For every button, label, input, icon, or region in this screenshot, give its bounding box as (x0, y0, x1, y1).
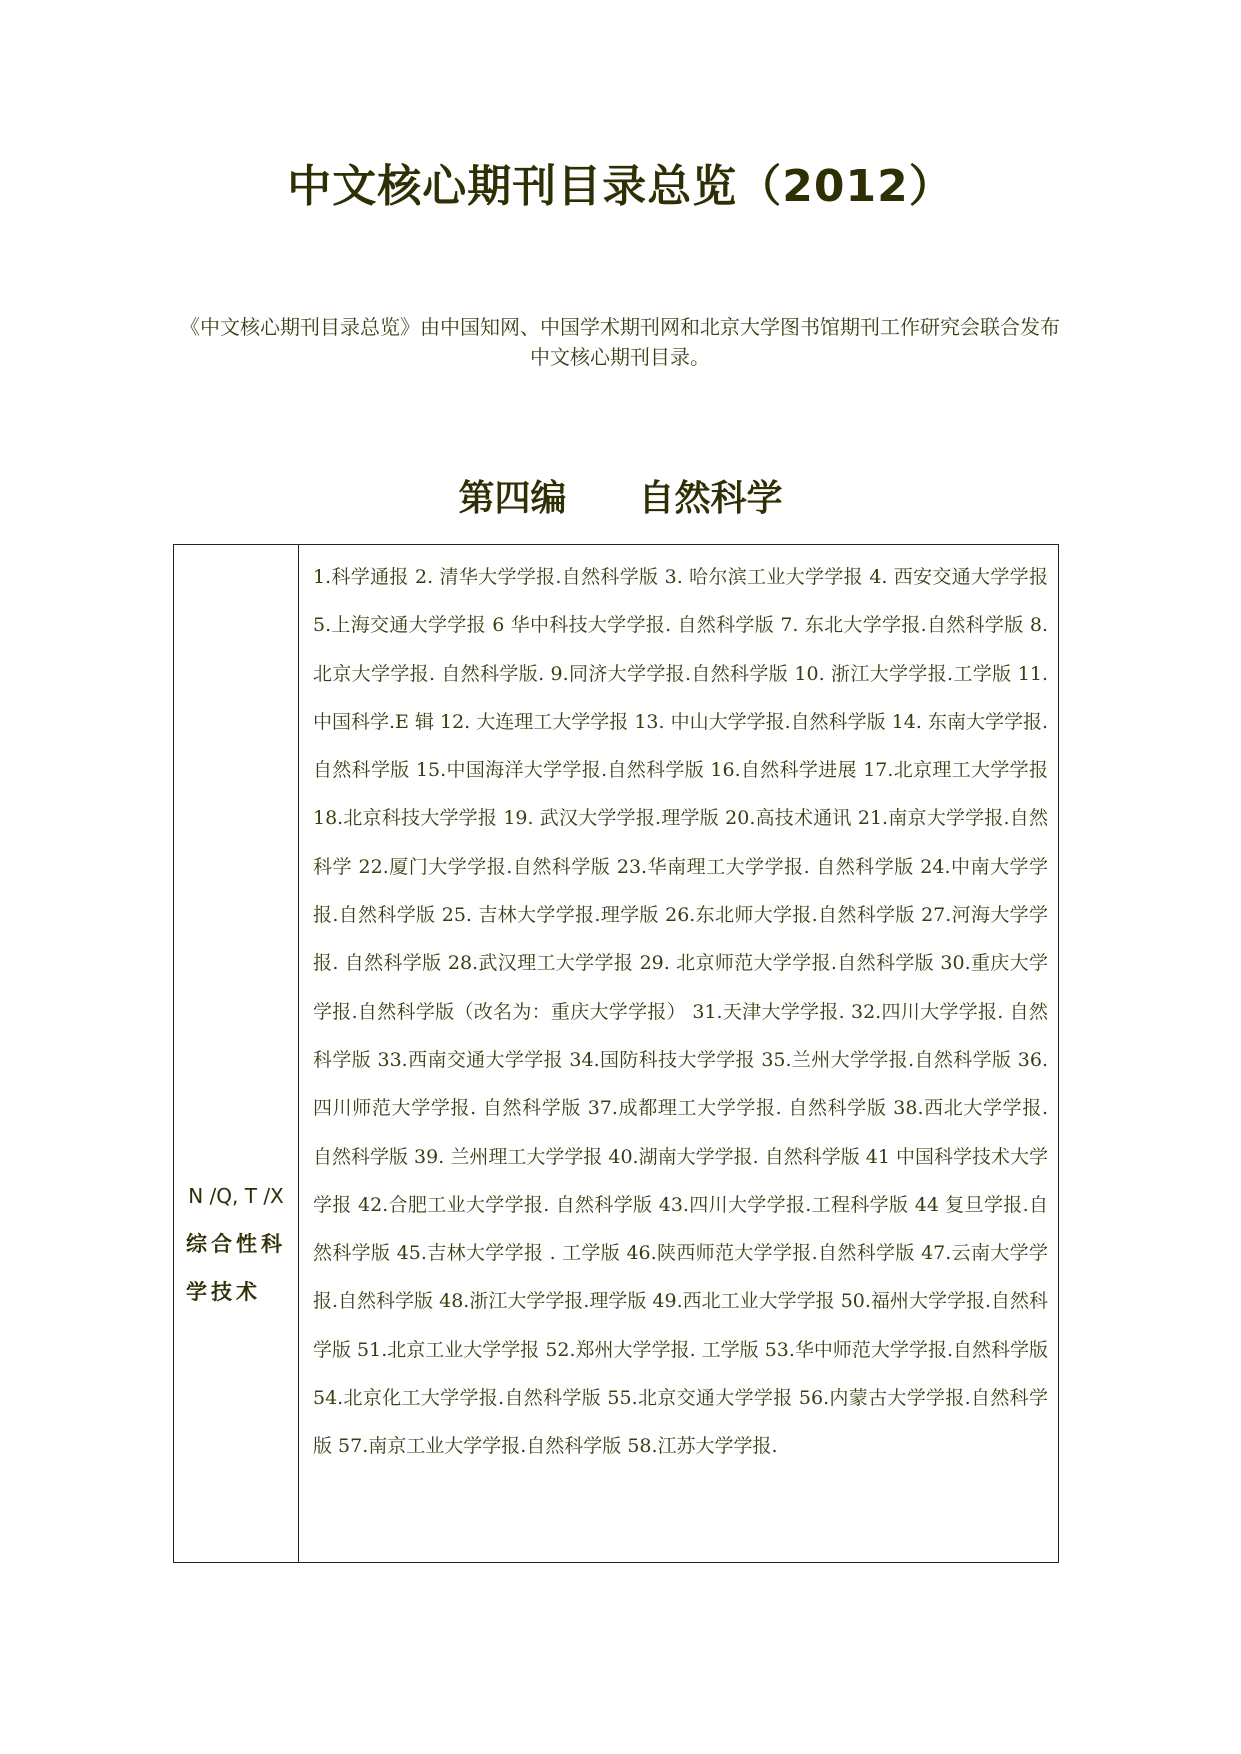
page-title: 中文核心期刊目录总览（2012） (287, 161, 954, 212)
journal-catalog-table (173, 544, 1059, 1563)
section-title: 第四编 自然科学 (458, 478, 783, 519)
intro-paragraph: 《中文核心期刊目录总览》由中国知网、中国学术期刊网和北京大学图书馆期刊工作研究会联合发布中文核心期刊目录。 (180, 315, 1060, 369)
journal-list: 1.科学通报 2. 清华大学学报.自然科学版 3. 哈尔滨工业大学学报 4. 西安交通大学学报 5.上海交通大学学报 6 华中科技大学学报. 自然科学版 7. 东北大学学报.自然科学版 8. 北京大学学报. 自然科学版. 9.同济大学学报.自然科学版 10. 浙江大学学报.工学版 11. 中国科学.E 辑 12. 大连理工大学学报 13. 中山大学学报.自然科学版 14. 东南大学学报.自然科学版 15.中国海洋大学学报.自然科学版 16.自然科学进展 17.北京理工大学学报 18.北京科技大学学报 19. 武汉大学学报.理学版 20.高技术通讯 21.南京大学学报.自然科学 22.厦门大学学报.自然科学版 23.华南理工大学学报. 自然科学版 24.中南大学学报.自然科学版 25. 吉林大学学报.理学版 26.东北师大学报.自然科学版 27.河海大学学报. 自然科学版 28.武汉理工大学学报 29. 北京师范大学学报.自然科学版 30.重庆大学学报.自然科学版（改名为：重庆大学学报） 31.天津大学学报. 32.四川大学学报. 自然科学版 33.西南交通大学学报 34.国防科技大学学报 35.兰州大学学报.自然科学版 36.四川师范大学学报. 自然科学版 37.成都理工大学学报. 自然科学版 38.西北大学学报. 自然科学版 39. 兰州理工大学学报 40.湖南大学学报. 自然科学版 41 中国科学技术大学学报 42.合肥工业大学学报. 自然科学版 43.四川大学学报.工程科学版 44 复旦学报.自然科学版 45.吉林大学学报 . 工学版 46.陕西师范大学学报.自然科学版 47.云南大学学报.自然科学版 48.浙江大学学报.理学版 49.西北工业大学学报 50.福州大学学报.自然科学版 51.北京工业大学学报 52.郑州大学学报. 工学版 53.华中师范大学学报.自然科学版 54.北京化工大学学报.自然科学版 55.北京交通大学学报 56.内蒙古大学学报.自然科学版 57.南京工业大学学报.自然科学版 58.江苏大学学报. (313, 566, 1048, 1458)
category-name: 综合性科学技术 (186, 1231, 286, 1304)
category-cell (174, 545, 299, 1562)
category-code: N /Q, T /X (188, 1183, 284, 1208)
